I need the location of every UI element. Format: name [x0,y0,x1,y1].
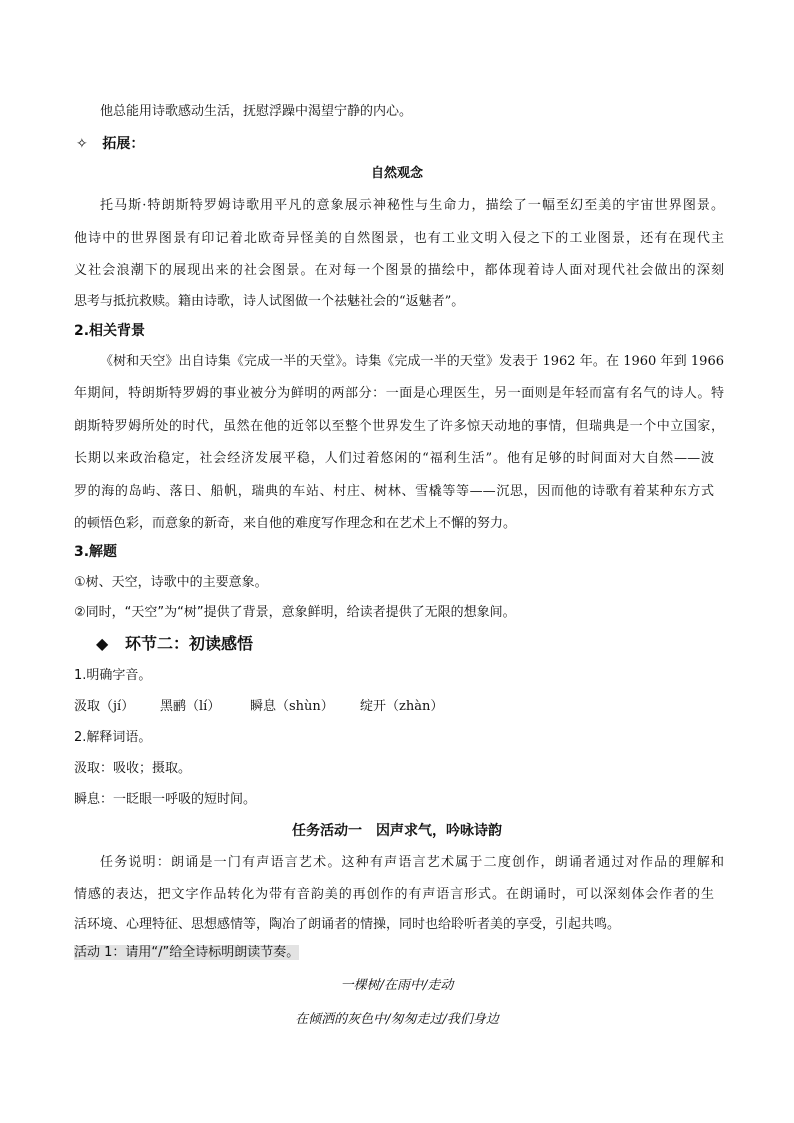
expand-label: 拓展： [102,136,145,152]
section2-heading [96,634,253,654]
activity-1-text: 活动 1：请用“/”给全诗标明朗读节奏。 [74,945,300,960]
background-heading: 2.相关背景 [74,323,146,339]
explain-heading: 3.解题 [74,544,118,560]
nature-line-2: 他诗中的世界图景有印记着北欧奇异怪美的自然图景，也有工业文明入侵之下的工业图景，还有在现代主 [74,231,724,246]
pron-item-2: 黑鹂（lí） [160,699,221,714]
task-line-3: 活环境、心理特征、思想感情等，陶冶了朗诵者的情操，同时也给聆听者美的享受，引起共鸣。 [74,917,621,932]
background-line-2: 年期间，特朗斯特罗姆的事业被分为鲜明的两部分：一面是心理医生，另一面则是年轻而富有名气的诗人。特 [74,386,724,401]
background-line-6: 的顿悟色彩，而意象的新奇，来自他的难度写作理念和在艺术上不懈的努力。 [74,516,517,531]
sparkle-icon: ✧ [76,136,88,152]
task-line-2: 情感的表达，把文字作品转化为带有音韵美的再创作的有声语言形式。在朗诵时，可以深刻体会作者的生 [74,887,714,902]
background-line-4: 长期以来政治稳定，社会经济发展平稳，人们过着悠闲的“福利生活”。他有足够的时间面对大自然——波 [74,451,714,466]
pron-item-4: 绽开（zhàn） [360,699,444,714]
poem-line-1: 一棵树/在雨中/走动 [340,978,454,993]
pronunciation-heading: 1.明确字音。 [74,668,152,683]
pron-item-3: 瞬息（shùn） [250,699,334,714]
section2-title: 环节二：初读感悟 [125,634,254,653]
vocab-item-2: 瞬息：一眨眼一呼吸的短时间。 [74,792,257,807]
poem-line-2: 在倾洒的灰色中/匆匆走过/我们身边 [295,1012,499,1027]
background-line-3: 朗斯特罗姆所处的时代，虽然在他的近邻以至整个世界发生了许多惊天动地的事情，但瑞典是一个中立国家， [74,419,724,434]
task-line-1: 任务说明：朗诵是一门有声语言艺术。这种有声语言艺术属于二度创作，朗诵者通过对作品的理解和 [100,855,724,870]
diamond-icon: ◆ [96,634,109,653]
intro-line: 他总能用诗歌感动生活，抚慰浮躁中渴望宁静的内心。 [100,104,413,119]
vocab-heading: 2.解释词语。 [74,730,152,745]
task-title: 任务活动一 因声求气，吟咏诗韵 [292,823,502,839]
activity-1 [74,944,299,962]
pron-item-1: 汲取（jí） [74,699,135,714]
nature-line-1: 托马斯·特朗斯特罗姆诗歌用平凡的意象展示神秘性与生命力，描绘了一幅至幻至美的宇宙世界图景。 [100,198,724,213]
explain-item-1: ①树、天空，诗歌中的主要意象。 [74,575,268,590]
background-line-1: 《树和天空》出自诗集《完成一半的天堂》。诗集《完成一半的天堂》发表于 1962 年。在 1960 年到 1966 [100,354,724,369]
nature-title: 自然观念 [370,166,423,181]
nature-line-4: 思考与抵抗救赎。籍由诗歌，诗人试图做一个祛魅社会的“返魅者”。 [74,294,465,309]
vocab-item-1: 汲取：吸收；摄取。 [74,761,192,776]
expand-heading [76,135,144,153]
background-line-5: 罗的海的岛屿、落日、船帆，瑞典的车站、村庄、树林、雪橇等等——沉思，因而他的诗歌有着某种东方式 [74,484,714,499]
explain-item-2: ②同时，“天空”为“树”提供了背景，意象鲜明，给读者提供了无限的想象间。 [74,605,516,620]
nature-line-3: 义社会浪潮下的展现出来的社会图景。在对每一个图景的描绘中，都体现着诗人面对现代社会做出的深刻 [74,263,724,278]
